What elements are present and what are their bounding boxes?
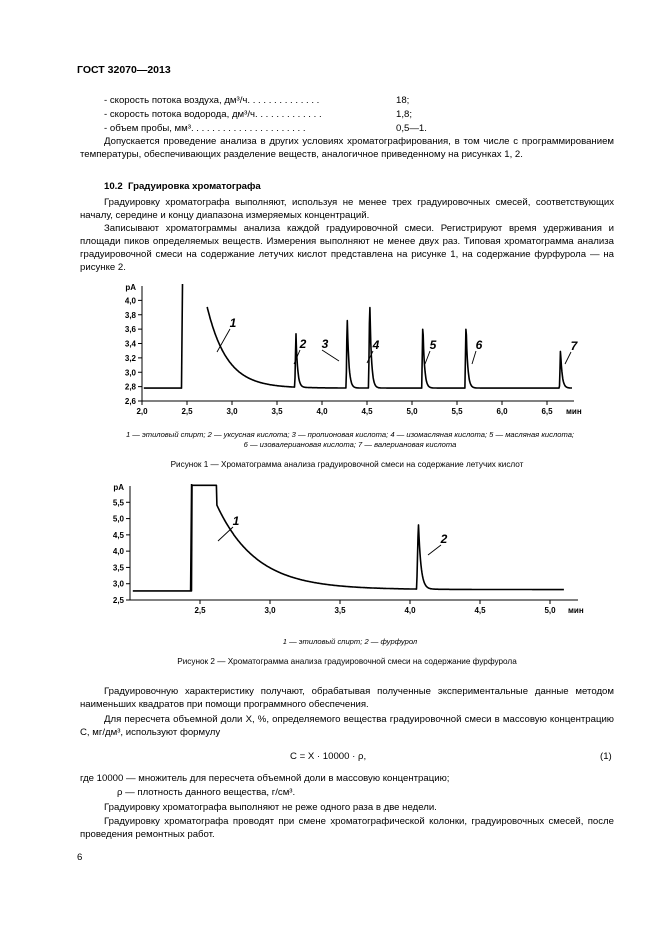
y-tick-label: 3,0 xyxy=(124,368,136,378)
y-tick-label: 2,5 xyxy=(112,596,124,605)
paragraph-recalculation: Для пересчета объемной доли X, %, определяемого вещества градуировочной смеси в массовую концентрацию С, мг/дм³, используют формулу xyxy=(80,714,614,738)
figure1-axes xyxy=(125,283,582,416)
y-axis-unit: pA xyxy=(113,483,124,492)
section-title: Градуировка хроматографа xyxy=(128,181,261,192)
where-clause-1: где 10000 — множитель для пересчета объемной доли в массовую концентрацию; xyxy=(80,773,450,784)
figure1-caption: Рисунок 1 — Хроматограмма анализа градуировочной смеси на содержание летучих кислот xyxy=(170,460,524,469)
y-tick-label: 3,0 xyxy=(112,579,124,589)
section-heading xyxy=(104,180,261,193)
x-tick-label: 4,5 xyxy=(474,606,486,615)
y-tick-label: 3,6 xyxy=(124,325,136,335)
x-tick-label: 3,5 xyxy=(271,407,283,416)
paragraph-conditions: Допускается проведение анализа в других условиях хроматографирования, в том числе с программированием температуры, обеспечивающих разделение веществ, аналогичное приведенному на рисунках 1, 2. xyxy=(80,136,614,160)
peak-leader-3 xyxy=(322,350,339,361)
x-tick-label: 4,0 xyxy=(404,606,416,615)
figure2-peak-labels xyxy=(218,514,448,555)
peak-label-5: 5 xyxy=(429,338,437,352)
x-tick-label: 2,0 xyxy=(136,407,148,416)
y-tick-label: 4,5 xyxy=(112,530,124,540)
x-axis-unit: мин xyxy=(568,606,584,615)
figure2-caption: Рисунок 2 — Хроматограмма анализа градуировочной смеси на содержание фурфурола xyxy=(177,657,517,666)
y-tick-label: 5,5 xyxy=(112,498,124,508)
peak-label-4: 4 xyxy=(372,338,380,352)
chromatogram-figure-2 xyxy=(96,480,606,632)
peak-label-6: 6 xyxy=(475,338,483,352)
y-tick-label: 4,0 xyxy=(124,296,136,306)
y-tick-label: 5,0 xyxy=(112,514,124,524)
chromatogram-figure-1 xyxy=(96,278,606,426)
figure1-peak-labels xyxy=(217,316,579,364)
y-tick-label: 3,8 xyxy=(124,310,136,320)
y-tick-label: 3,5 xyxy=(112,563,124,573)
peak-label-1: 1 xyxy=(232,514,240,528)
x-tick-label: 6,0 xyxy=(496,407,508,416)
peak-label-2: 2 xyxy=(299,337,307,351)
x-tick-label: 3,0 xyxy=(226,407,238,416)
x-tick-label: 3,0 xyxy=(264,606,276,615)
x-axis-unit: мин xyxy=(566,407,582,416)
x-tick-label: 5,0 xyxy=(544,606,556,615)
paragraph-repair: Градуировку хроматографа проводят при смене хроматографической колонки, градуировочных смесей, после проведения ремонтных работ. xyxy=(80,816,614,840)
x-tick-label: 4,5 xyxy=(361,407,373,416)
y-tick-label: 3,4 xyxy=(124,339,136,349)
paragraph-calibration-1: Градуировку хроматографа выполняют, используя не менее трех градуировочных смесей, соответствующих началу, середине и концу диапазона измеряемых концентраций. xyxy=(80,197,614,221)
param-value: 1,8; xyxy=(396,109,413,120)
figure2-axes xyxy=(113,483,584,615)
peak-leader-1 xyxy=(217,329,230,352)
peak-label-1: 1 xyxy=(229,316,237,330)
section-number: 10.2 xyxy=(104,181,123,192)
paragraph-frequency: Градуировку хроматографа выполняют не реже одного раза в две недели. xyxy=(104,802,437,813)
y-tick-label: 3,2 xyxy=(124,353,136,363)
document-header: ГОСТ 32070—2013 xyxy=(77,64,171,76)
formula-number: (1) xyxy=(600,751,612,762)
peak-leader-2 xyxy=(428,545,441,555)
peak-leader-6 xyxy=(472,351,476,364)
x-tick-label: 6,5 xyxy=(541,407,553,416)
param-label: - скорость потока водорода, дм³/ч. . . . . . . . . . . . . xyxy=(104,109,322,120)
y-tick-label: 2,6 xyxy=(124,397,136,406)
formula-1: C = X · 10000 · ρ, xyxy=(290,751,367,762)
x-tick-label: 3,5 xyxy=(334,606,346,615)
y-tick-label: 4,0 xyxy=(112,547,124,557)
figure2-legend: 1 — этиловый спирт; 2 — фурфурол xyxy=(282,637,418,646)
paragraph-characteristic: Градуировочную характеристику получают, обрабатывая полученные экспериментальные данные методом наименьших квадратов при помощи программного обеспечения. xyxy=(80,686,614,710)
param-value: 0,5—1. xyxy=(396,123,427,134)
page-number: 6 xyxy=(77,852,83,863)
x-tick-label: 4,0 xyxy=(316,407,328,416)
figure1-legend-line-1: 1 — этиловый спирт; 2 — уксусная кислота; 3 — пропионовая кислота; 4 — изомасляная кислота; 5 — масляная кислота; xyxy=(125,430,575,439)
x-tick-label: 5,0 xyxy=(406,407,418,416)
figure1-legend xyxy=(90,430,610,450)
y-axis-unit: pA xyxy=(125,283,136,292)
peak-label-2: 2 xyxy=(440,532,448,546)
param-label: - скорость потока воздуха, дм³/ч. . . . . . . . . . . . . . xyxy=(104,95,320,106)
where-clause-2: ρ — плотность данного вещества, г/см³. xyxy=(117,787,296,798)
x-tick-label: 5,5 xyxy=(451,407,463,416)
paragraph-calibration-2: Записывают хроматограммы анализа каждой градуировочной смеси. Регистрируют время удерживания и площади пиков определяемых веществ. Измерения выполняют не менее двух раз. Типовая хроматограмма анализа градуировочной смеси на содержание летучих кислот представлена на рисунке 1, на содержание фурфурола — на рисунке 2. xyxy=(80,223,614,273)
figure2-chromatogram-line xyxy=(133,484,564,591)
x-tick-label: 2,5 xyxy=(181,407,193,416)
peak-leader-7 xyxy=(565,352,571,364)
peak-label-3: 3 xyxy=(321,337,329,351)
figure1-chromatogram-line xyxy=(144,284,572,388)
x-tick-label: 2,5 xyxy=(194,606,206,615)
peak-label-7: 7 xyxy=(570,339,578,353)
y-tick-label: 2,8 xyxy=(124,382,136,392)
peak-leader-1 xyxy=(218,527,233,541)
figure1-legend-line-2: 6 — изовалериановая кислота; 7 — валериановая кислота xyxy=(243,440,457,449)
param-value: 18; xyxy=(396,95,410,106)
peak-leader-5 xyxy=(425,351,430,364)
param-label: - объем пробы, мм³. . . . . . . . . . . . . . . . . . . . . . xyxy=(104,123,306,134)
